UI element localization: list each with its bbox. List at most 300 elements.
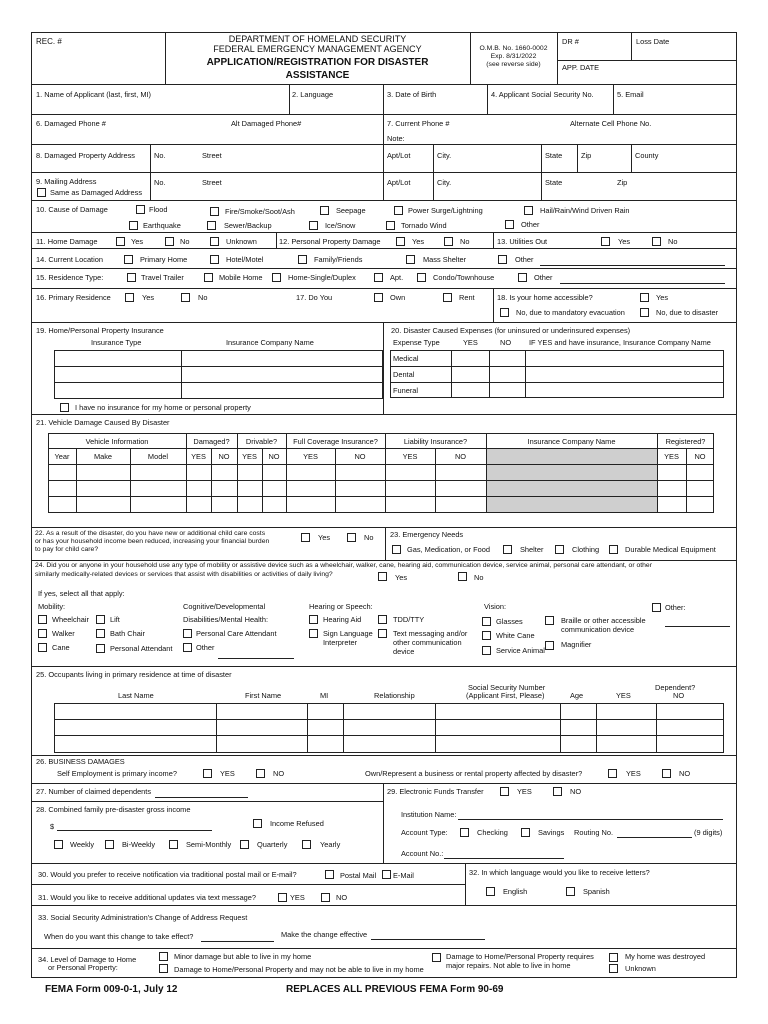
registered-yes-header: YES — [664, 452, 679, 461]
loss-date-label: Loss Date — [636, 37, 670, 46]
row-line — [31, 755, 737, 756]
minor-damage-checkbox[interactable] — [159, 952, 168, 961]
property-damage-label: 12. Personal Property Damage — [279, 237, 381, 246]
expense-dental: Dental — [393, 370, 415, 379]
english-label: English — [503, 887, 528, 896]
childcare-yes-label: Yes — [318, 533, 331, 542]
blank-line — [560, 283, 725, 284]
walker-checkbox[interactable] — [38, 629, 47, 638]
row-line — [31, 666, 737, 667]
weekly-label: Weekly — [70, 840, 95, 849]
header-bottom-line — [31, 84, 737, 85]
assistive-no-checkbox[interactable] — [458, 572, 467, 581]
family-checkbox[interactable] — [298, 255, 307, 264]
row-line — [31, 414, 737, 415]
fire-checkbox[interactable] — [210, 207, 219, 216]
biweekly-checkbox[interactable] — [105, 840, 114, 849]
hearing-aid-label: Hearing Aid — [323, 615, 362, 624]
blank-line — [665, 626, 730, 627]
insurance-type-header: Insurance Type — [91, 338, 142, 347]
text-no-label: NO — [336, 893, 348, 902]
row-divider — [383, 84, 384, 114]
address-city-label: City. — [437, 151, 452, 160]
table-divider — [435, 703, 436, 753]
institution-label: Institution Name: — [401, 810, 457, 819]
eft-yes-checkbox[interactable] — [500, 787, 509, 796]
row-divider — [276, 232, 277, 248]
table-divider — [216, 703, 217, 753]
own-business-label: Own/Represent a business or rental property affected by disaster? — [365, 769, 583, 778]
expense-no-header: NO — [500, 338, 512, 347]
drivable-no-header: NO — [268, 452, 280, 461]
make-header: Make — [93, 452, 113, 461]
apt-checkbox[interactable] — [374, 273, 383, 282]
drivable-header: Drivable? — [245, 437, 278, 446]
biweekly-label: Bi-Weekly — [122, 840, 156, 849]
mi-header: MI — [320, 691, 329, 700]
sewer-checkbox[interactable] — [207, 221, 216, 230]
cause-other-label: Other — [521, 220, 540, 229]
text-messaging-label-1: Text messaging and/or — [393, 629, 468, 638]
property-damage-yes-label: Yes — [412, 237, 425, 246]
dollar-sign: $ — [50, 822, 55, 831]
income-label: 28. Combined family pre-disaster gross income — [36, 805, 191, 814]
ssa-label: 33. Social Security Administration's Change of Address Request — [38, 913, 248, 922]
savings-checkbox[interactable] — [521, 828, 530, 837]
cognitive-label-1: Cognitive/Developmental — [183, 602, 266, 611]
blank-line — [371, 939, 485, 940]
email-label: 5. Email — [617, 90, 644, 99]
assistive-yes-label: Yes — [395, 573, 408, 582]
header-divider — [557, 60, 737, 61]
english-checkbox[interactable] — [486, 887, 495, 896]
text-updates-label: 31. Would you like to receive additional updates via text message? — [38, 893, 257, 902]
utilities-yes-label: Yes — [618, 237, 631, 246]
applicant-name-label: 1. Name of Applicant (last, first, MI) — [36, 90, 152, 99]
semimonthly-checkbox[interactable] — [169, 840, 178, 849]
ssn-header-1: Social Security Number — [468, 683, 546, 692]
row-line — [31, 863, 737, 864]
personal-attendant-label: Personal Attendant — [110, 644, 173, 653]
sewer-label: Sewer/Backup — [224, 221, 272, 230]
home-damage-yes-checkbox[interactable] — [116, 237, 125, 246]
home-single-checkbox[interactable] — [272, 273, 281, 282]
address-no-label: No. — [154, 151, 166, 160]
dme-label: Durable Medical Equipment — [625, 545, 716, 554]
mailing-no-label: No. — [154, 178, 166, 187]
address-apt-label: Apt/Lot — [387, 151, 411, 160]
fullcov-yes-header: YES — [303, 452, 318, 461]
braille-label-1: Braille or other accessible — [561, 616, 646, 625]
omb-reverse: (see reverse side) — [486, 61, 541, 68]
registered-header: Registered? — [665, 437, 706, 446]
location-other-checkbox[interactable] — [498, 255, 507, 264]
flood-checkbox[interactable] — [136, 205, 145, 214]
lift-checkbox[interactable] — [96, 615, 105, 624]
select-all-label: If yes, select all that apply: — [38, 589, 125, 598]
table-row-line — [48, 496, 714, 497]
postal-mail-checkbox[interactable] — [325, 870, 334, 879]
primary-residence-no-checkbox[interactable] — [181, 293, 190, 302]
pca-checkbox[interactable] — [183, 629, 192, 638]
self-employment-no-checkbox[interactable] — [256, 769, 265, 778]
checking-label: Checking — [477, 828, 508, 837]
dme-checkbox[interactable] — [609, 545, 618, 554]
dependent-header: Dependent? — [655, 683, 696, 692]
row-divider — [613, 84, 614, 114]
age-header: Age — [570, 691, 584, 700]
income-refused-label: Income Refused — [270, 819, 324, 828]
minor-damage-label: Minor damage but able to live in my home — [174, 952, 312, 961]
quarterly-checkbox[interactable] — [240, 840, 249, 849]
model-header: Model — [147, 452, 169, 461]
omb-expiration: Exp. 8/31/2022 — [490, 53, 537, 60]
own-label: Own — [390, 293, 406, 302]
service-animal-checkbox[interactable] — [482, 646, 491, 655]
primary-home-label: Primary Home — [140, 255, 188, 264]
insurance-table — [54, 350, 383, 399]
table-divider — [525, 350, 526, 398]
row-divider — [631, 144, 632, 172]
emergency-needs-label: 23. Emergency Needs — [390, 530, 464, 539]
clothing-checkbox[interactable] — [555, 545, 564, 554]
form-title-line-2: ASSISTANCE — [285, 70, 350, 81]
row-divider — [493, 232, 494, 248]
assistive-yes-checkbox[interactable] — [378, 572, 387, 581]
shelter-checkbox[interactable] — [503, 545, 512, 554]
lift-label: Lift — [110, 615, 120, 624]
gas-label: Gas, Medication, or Food — [407, 545, 490, 554]
eft-no-checkbox[interactable] — [553, 787, 562, 796]
alt-damaged-phone-label: Alt Damaged Phone# — [231, 119, 302, 128]
business-damages-label: 26. BUSINESS DAMAGES — [36, 757, 125, 766]
mass-shelter-checkbox[interactable] — [406, 255, 415, 264]
power-surge-label: Power Surge/Lightning — [408, 206, 483, 215]
disaster-checkbox[interactable] — [640, 308, 649, 317]
own-business-yes-checkbox[interactable] — [608, 769, 617, 778]
expense-funeral: Funeral — [393, 386, 419, 395]
table-divider — [656, 703, 657, 753]
damaged-header: Damaged? — [193, 437, 230, 446]
tornado-label: Tornado Wind — [401, 221, 447, 230]
row-divider — [385, 527, 386, 560]
dept-line-1: DEPARTMENT OF HOMELAND SECURITY — [228, 34, 407, 44]
hearing-label: Hearing or Speech: — [309, 602, 373, 611]
childcare-question-3: to pay for child care? — [35, 546, 99, 553]
full-coverage-header: Full Coverage Insurance? — [293, 437, 378, 446]
major-repairs-label-2: major repairs. Not able to live in home — [446, 961, 571, 970]
spanish-label: Spanish — [583, 887, 610, 896]
section-divider — [383, 783, 384, 863]
rent-label: Rent — [459, 293, 475, 302]
liability-no-header: NO — [454, 452, 467, 461]
glasses-label: Glasses — [496, 617, 523, 626]
vehicle-section-label: 21. Vehicle Damage Caused By Disaster — [36, 418, 170, 427]
mass-shelter-label: Mass Shelter — [423, 255, 467, 264]
blank-line — [458, 819, 723, 820]
account-no-label: Account No.: — [401, 849, 444, 858]
row-line — [31, 905, 737, 906]
self-employment-yes-checkbox[interactable] — [203, 769, 212, 778]
primary-residence-no-label: No — [198, 293, 208, 302]
vision-other-checkbox[interactable] — [652, 603, 661, 612]
damaged-phone-label: 6. Damaged Phone # — [36, 119, 106, 128]
seepage-checkbox[interactable] — [320, 206, 329, 215]
flood-label: Flood — [149, 205, 168, 214]
blank-line — [444, 858, 564, 859]
expense-type-header: Expense Type — [393, 338, 440, 347]
header-divider — [631, 32, 632, 60]
home-damage-label: 11. Home Damage — [36, 237, 98, 246]
row-divider — [487, 84, 488, 114]
weekly-checkbox[interactable] — [54, 840, 63, 849]
language-label: 2. Language — [292, 90, 334, 99]
dr-label: DR # — [562, 37, 579, 46]
note-label: Note: — [387, 134, 405, 143]
text-messaging-label-2: other communication — [393, 638, 462, 647]
walker-label: Walker — [52, 629, 75, 638]
earthquake-checkbox[interactable] — [129, 221, 138, 230]
shelter-label: Shelter — [520, 545, 544, 554]
destroyed-checkbox[interactable] — [609, 953, 618, 962]
current-location-label: 14. Current Location — [36, 255, 103, 264]
address-zip-label: Zip — [581, 151, 592, 160]
utilities-out-label: 13. Utilities Out — [497, 237, 548, 246]
row-divider — [150, 144, 151, 172]
blank-line — [57, 830, 212, 831]
magnifier-checkbox[interactable] — [545, 641, 554, 650]
cognitive-other-label: Other — [196, 643, 215, 652]
mailing-apt-label: Apt/Lot — [387, 178, 411, 187]
table-row-line — [48, 480, 714, 481]
white-cane-checkbox[interactable] — [482, 631, 491, 640]
hotel-label: Hotel/Motel — [226, 255, 264, 264]
row-line — [31, 884, 465, 885]
rec-label: REC. # — [36, 37, 62, 46]
home-damage-no-label: No — [180, 237, 190, 246]
travel-trailer-checkbox[interactable] — [127, 273, 136, 282]
hearing-aid-checkbox[interactable] — [309, 615, 318, 624]
home-damage-unknown-checkbox[interactable] — [210, 237, 219, 246]
own-checkbox[interactable] — [374, 293, 383, 302]
row-line — [31, 232, 737, 233]
row-divider — [493, 288, 494, 322]
destroyed-label: My home was destroyed — [625, 952, 706, 961]
ice-checkbox[interactable] — [309, 221, 318, 230]
nine-digits-label: (9 digits) — [694, 828, 723, 837]
may-not-live-label: Damage to Home/Personal Property and may not be able to live in my home — [174, 965, 424, 974]
yearly-checkbox[interactable] — [302, 840, 311, 849]
self-employment-no-label: NO — [273, 769, 285, 778]
assistive-question-2: similarly medically-related devices or services that assist with disabilities or activities of daily living? — [35, 571, 333, 578]
section-divider — [465, 863, 466, 905]
row-divider — [289, 84, 290, 114]
table-divider — [560, 703, 561, 753]
row-line — [31, 527, 737, 528]
childcare-question-1: 22. As a result of the disaster, do you have new or additional child care costs — [35, 530, 266, 537]
damage-unknown-checkbox[interactable] — [609, 964, 618, 973]
primary-residence-yes-label: Yes — [142, 293, 155, 302]
address-county-label: County — [635, 151, 659, 160]
childcare-no-checkbox[interactable] — [347, 533, 356, 542]
table-divider — [489, 350, 490, 398]
wheelchair-checkbox[interactable] — [38, 615, 47, 624]
blank-line — [155, 797, 248, 798]
mailing-zip-label: Zip — [617, 178, 628, 187]
savings-label: Savings — [538, 828, 565, 837]
fire-label: Fire/Smoke/Soot/Ash — [225, 207, 295, 216]
text-yes-label: YES — [290, 893, 305, 902]
last-name-header: Last Name — [118, 691, 154, 700]
email-checkbox[interactable] — [382, 870, 391, 879]
self-employment-label: Self Employment is primary income? — [57, 769, 177, 778]
ice-label: Ice/Snow — [325, 221, 356, 230]
form-number: FEMA Form 009-0-1, July 12 — [45, 984, 178, 995]
blank-line — [540, 265, 725, 266]
home-single-label: Home-Single/Duplex — [288, 273, 356, 282]
home-damage-no-checkbox[interactable] — [165, 237, 174, 246]
rent-checkbox[interactable] — [443, 293, 452, 302]
row-line — [31, 172, 737, 173]
sign-language-checkbox[interactable] — [309, 629, 318, 638]
blank-line — [201, 941, 274, 942]
damage-level-label-1: 34. Level of Damage to Home — [38, 955, 137, 964]
residence-other-label: Other — [534, 273, 553, 282]
table-divider — [596, 703, 597, 753]
own-business-no-checkbox[interactable] — [662, 769, 671, 778]
table-row-line — [48, 448, 714, 449]
cognitive-other-checkbox[interactable] — [183, 643, 192, 652]
expense-yes-header: YES — [463, 338, 478, 347]
blank-line — [617, 837, 692, 838]
row-line — [31, 200, 737, 201]
earthquake-label: Earthquake — [143, 221, 181, 230]
eft-no-label: NO — [570, 787, 582, 796]
glasses-checkbox[interactable] — [482, 617, 491, 626]
hail-label: Hail/Rain/Wind Driven Rain — [540, 206, 630, 215]
pca-label: Personal Care Attendant — [196, 629, 277, 638]
mailing-street-label: Street — [202, 178, 222, 187]
tornado-checkbox[interactable] — [386, 221, 395, 230]
hotel-checkbox[interactable] — [210, 255, 219, 264]
insurance-company-header: Insurance Company Name — [226, 338, 314, 347]
utilities-yes-checkbox[interactable] — [601, 237, 610, 246]
address-state-label: State — [545, 151, 563, 160]
power-surge-checkbox[interactable] — [394, 206, 403, 215]
wheelchair-label: Wheelchair — [52, 615, 89, 624]
table-row-line — [48, 464, 714, 465]
expense-medical: Medical — [393, 354, 419, 363]
cause-other-checkbox[interactable] — [505, 220, 514, 229]
omb-number: O.M.B. No. 1660-0002 — [479, 45, 548, 52]
email-option-label: E-Mail — [393, 871, 414, 880]
property-damage-no-checkbox[interactable] — [444, 237, 453, 246]
hail-checkbox[interactable] — [524, 206, 533, 215]
assistive-no-label: No — [474, 573, 484, 582]
address-street-label: Street — [202, 151, 222, 160]
residence-type-label: 15. Residence Type: — [36, 273, 104, 282]
dependents-label: 27. Number of claimed dependents — [36, 787, 152, 796]
row-line — [31, 114, 737, 115]
accessible-yes-checkbox[interactable] — [640, 293, 649, 302]
table-row-line — [54, 382, 383, 383]
postal-mail-label: Postal Mail — [340, 871, 377, 880]
vision-other-label: Other: — [665, 603, 686, 612]
table-row-line — [54, 366, 383, 367]
dob-label: 3. Date of Birth — [387, 90, 437, 99]
cognitive-label-2: Disabilities/Mental Health: — [183, 615, 269, 624]
registered-no-header: NO — [694, 452, 706, 461]
table-row-line — [390, 382, 724, 383]
year-header: Year — [54, 452, 70, 461]
may-not-live-checkbox[interactable] — [159, 964, 168, 973]
occupants-label: 25. Occupants living in primary residence at time of disaster — [36, 670, 232, 679]
major-repairs-checkbox[interactable] — [432, 953, 441, 962]
location-other-label: Other — [515, 255, 534, 264]
same-address-checkbox[interactable] — [37, 188, 46, 197]
residence-other-checkbox[interactable] — [518, 273, 527, 282]
home-damage-unknown-label: Unknown — [226, 237, 257, 246]
spanish-checkbox[interactable] — [566, 887, 575, 896]
alt-cell-label: Alternate Cell Phone No. — [570, 119, 652, 128]
braille-checkbox[interactable] — [545, 616, 554, 625]
sign-language-label-1: Sign Language — [323, 629, 373, 638]
bath-chair-checkbox[interactable] — [96, 629, 105, 638]
row-line — [31, 268, 737, 269]
ssn-header-2: (Applicant First, Please) — [466, 691, 545, 700]
damaged-address-label: 8. Damaged Property Address — [36, 151, 136, 160]
white-cane-label: White Cane — [496, 631, 535, 640]
tdd-checkbox[interactable] — [378, 615, 387, 624]
insurance-section-label: 19. Home/Personal Property Insurance — [36, 326, 164, 335]
primary-home-checkbox[interactable] — [124, 255, 133, 264]
magnifier-label: Magnifier — [561, 640, 592, 649]
table-divider — [451, 350, 452, 398]
row-divider — [150, 172, 151, 200]
notification-label: 30. Would you prefer to receive notification via traditional postal mail or E-mail? — [38, 870, 297, 879]
cane-checkbox[interactable] — [38, 643, 47, 652]
damage-unknown-label: Unknown — [625, 964, 656, 973]
clothing-label: Clothing — [572, 545, 600, 554]
mailing-city-label: City. — [437, 178, 452, 187]
personal-attendant-checkbox[interactable] — [96, 644, 105, 653]
primary-residence-yes-checkbox[interactable] — [125, 293, 134, 302]
text-no-checkbox[interactable] — [321, 893, 330, 902]
account-type-label: Account Type: — [401, 828, 448, 837]
evacuation-label: No, due to mandatory evacuation — [516, 308, 625, 317]
property-damage-yes-checkbox[interactable] — [396, 237, 405, 246]
own-business-yes-label: YES — [626, 769, 641, 778]
utilities-no-checkbox[interactable] — [652, 237, 661, 246]
header-divider — [557, 32, 558, 84]
vehicle-info-header: Vehicle Information — [85, 437, 149, 446]
checking-checkbox[interactable] — [460, 828, 469, 837]
childcare-yes-checkbox[interactable] — [301, 533, 310, 542]
evacuation-checkbox[interactable] — [500, 308, 509, 317]
gas-checkbox[interactable] — [392, 545, 401, 554]
liability-header: Liability Insurance? — [403, 437, 468, 446]
relationship-header: Relationship — [374, 691, 415, 700]
mobile-home-checkbox[interactable] — [204, 273, 213, 282]
bath-chair-label: Bath Chair — [110, 629, 145, 638]
text-messaging-checkbox[interactable] — [378, 629, 387, 638]
row-line — [31, 248, 737, 249]
condo-checkbox[interactable] — [417, 273, 426, 282]
text-yes-checkbox[interactable] — [278, 893, 287, 902]
income-refused-checkbox[interactable] — [253, 819, 262, 828]
row-line — [31, 948, 737, 949]
no-insurance-checkbox[interactable] — [60, 403, 69, 412]
